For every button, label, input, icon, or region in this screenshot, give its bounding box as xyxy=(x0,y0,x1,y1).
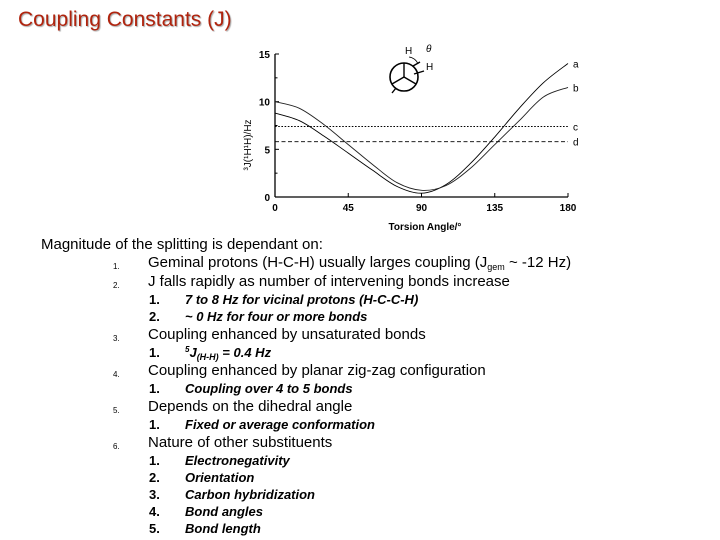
sub-item xyxy=(41,504,710,521)
item-number: 1. xyxy=(113,262,120,271)
list-item xyxy=(41,326,710,345)
x-axis-label: Torsion Angle/° xyxy=(388,222,462,232)
sub-item-number: 2. xyxy=(149,470,160,485)
sub-item xyxy=(41,292,710,309)
sub-item-number: 1. xyxy=(149,381,160,396)
sub-item-text: Fixed or average conformation xyxy=(185,417,375,432)
sub-item xyxy=(41,521,710,538)
sub-item-text: ~ 0 Hz for four or more bonds xyxy=(185,309,368,324)
sub-item-number: 3. xyxy=(149,487,160,502)
bullet-content xyxy=(41,236,710,538)
y-tick-label: 0 xyxy=(264,193,270,204)
sub-item-number: 2. xyxy=(149,309,160,324)
item-text: J falls rapidly as number of intervening bonds increase xyxy=(148,273,510,290)
sub-item-text: 7 to 8 Hz for vicinal protons (H-C-C-H) xyxy=(185,292,419,307)
item-number: 2. xyxy=(113,281,120,290)
sub-item-number: 1. xyxy=(149,292,160,307)
series-label-c: c xyxy=(573,122,578,134)
item-text: Coupling enhanced by unsaturated bonds xyxy=(148,326,426,343)
series-label-d: d xyxy=(573,137,579,149)
sub-item-text: Electronegativity xyxy=(185,453,290,468)
sub-item-number: 1. xyxy=(149,417,160,432)
sub-item-number: 1. xyxy=(149,345,160,360)
factor-list xyxy=(41,254,710,538)
y-tick-label: 10 xyxy=(258,97,270,109)
item-subscript: gem xyxy=(487,262,505,272)
list-item xyxy=(41,254,710,273)
x-tick-label: 45 xyxy=(342,203,354,214)
newman-label-theta: θ xyxy=(426,44,432,55)
newman-label-top: H xyxy=(405,46,413,57)
page-title: Coupling Constants (J) xyxy=(18,8,232,31)
sub-item xyxy=(41,417,710,434)
sub-item-text: Carbon hybridization xyxy=(185,487,315,502)
sub-item xyxy=(41,345,710,362)
intro-line: Magnitude of the splitting is dependant on: xyxy=(41,236,323,253)
sub-item-text: Coupling over 4 to 5 bonds xyxy=(185,381,353,396)
list-item xyxy=(41,434,710,453)
sub-item xyxy=(41,309,710,326)
list-item xyxy=(41,362,710,381)
item-number: 6. xyxy=(113,442,120,451)
x-tick-label: 135 xyxy=(486,203,504,214)
sub-item-text: Bond angles xyxy=(185,504,264,519)
x-tick-label: 0 xyxy=(272,203,278,214)
x-tick-label: 90 xyxy=(415,203,428,214)
karplus-chart-svg xyxy=(230,40,590,232)
item-text: Geminal protons (H-C-H) usually larges coupling ($J_{gem}$ ~ -12 Hz) xyxy=(148,254,572,272)
item-text: Coupling enhanced by planar zig-zag configuration xyxy=(148,362,486,379)
x-tick-label: 180 xyxy=(559,203,577,214)
sub-item-text: Orientation xyxy=(185,470,255,485)
sub-item-superscript: 5 xyxy=(185,345,190,354)
item-text: Nature of other substituents xyxy=(148,434,333,451)
sub-item xyxy=(41,381,710,398)
y-axis-label: ³J(¹H¹H)/Hz xyxy=(243,119,254,171)
sub-item-text: $^5J_{(H-H)} = 0.4$ Hz xyxy=(185,345,272,362)
series-label-a: a xyxy=(573,59,579,71)
karplus-chart xyxy=(230,40,590,232)
sub-item-number: 1. xyxy=(149,453,160,468)
item-number: 4. xyxy=(113,370,120,379)
item-number: 3. xyxy=(113,334,120,343)
sub-item xyxy=(41,470,710,487)
sub-item xyxy=(41,453,710,470)
item-text: Depends on the dihedral angle xyxy=(148,398,353,415)
sub-item-text: Bond length xyxy=(185,521,261,536)
sub-item-number: 5. xyxy=(149,521,160,536)
y-tick-label: 5 xyxy=(264,145,270,157)
sub-item xyxy=(41,487,710,504)
item-number: 5. xyxy=(113,406,120,415)
y-tick-label: 15 xyxy=(258,50,270,61)
sub-item-subscript: (H-H) xyxy=(196,352,219,362)
series-label-b: b xyxy=(573,83,579,95)
newman-label-right: H xyxy=(426,62,434,73)
list-item xyxy=(41,398,710,417)
sub-item-number: 4. xyxy=(149,504,160,519)
list-item xyxy=(41,273,710,292)
